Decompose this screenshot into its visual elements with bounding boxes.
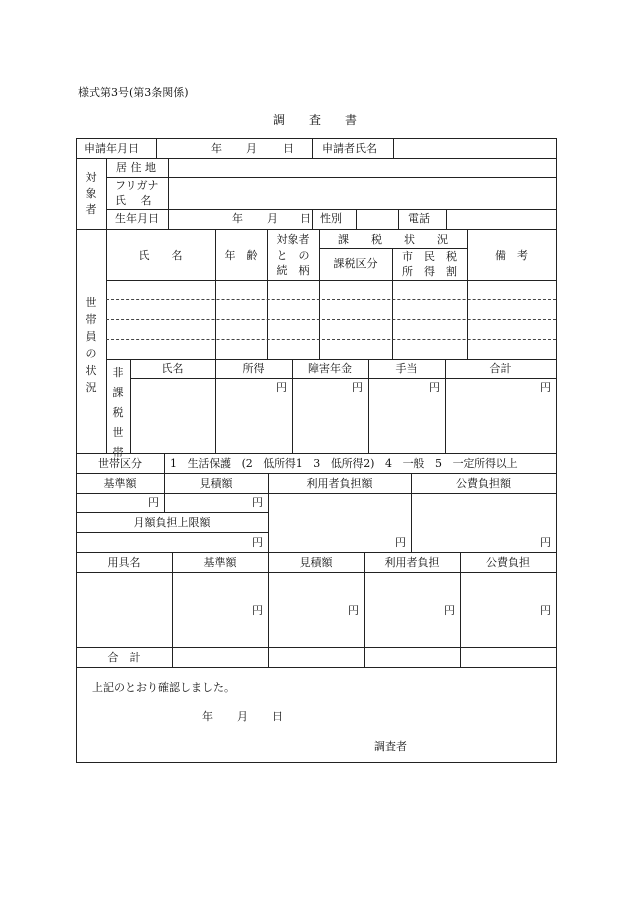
yen-unit: 円: [395, 536, 406, 549]
confirmation-year: 年: [202, 710, 213, 723]
applicant-name-label: 申請者氏名: [322, 142, 377, 155]
furigana-label: フリガナ: [115, 179, 159, 192]
form-number: 様式第3号(第3条関係): [78, 86, 189, 99]
monthly-cap-label: 月額負担上限額: [133, 516, 211, 529]
equipment-estimate-header: 見積額: [299, 556, 333, 569]
yen-unit: 円: [540, 381, 551, 394]
yen-unit: 円: [276, 381, 287, 394]
confirmation-text: 上記のとおり確認しました。: [92, 681, 235, 694]
yen-unit: 円: [429, 381, 440, 394]
application-month: 月: [246, 142, 257, 155]
yen-unit: 円: [352, 381, 363, 394]
yen-unit: 円: [348, 604, 359, 617]
household-label: 世 帯 員 の 状 況: [85, 296, 97, 394]
equipment-name-header: 用具名: [107, 556, 141, 569]
application-year: 年: [211, 142, 222, 155]
name-label: 氏 名: [115, 194, 152, 207]
nontax-total-header: 合計: [489, 362, 512, 375]
sex-label: 性別: [320, 212, 342, 225]
yen-unit: 円: [148, 496, 159, 509]
user-burden-header: 利用者負担額: [306, 477, 373, 490]
birth-year: 年: [232, 212, 243, 225]
nontax-label: 非 課 税 世 帯: [112, 366, 124, 459]
birth-day: 日: [300, 212, 311, 225]
household-age-header: 年 齢: [224, 249, 258, 262]
application-date-label: 申請年月日: [84, 142, 139, 155]
investigator-label: 調査者: [374, 740, 407, 753]
document-title: 調 査 書: [272, 113, 357, 127]
address-label: 居 住 地: [116, 161, 156, 174]
birth-date-label: 生年月日: [115, 212, 159, 225]
equipment-standard-header: 基準額: [203, 556, 237, 569]
public-burden-header: 公費負担額: [456, 477, 511, 490]
equipment-user-header: 利用者負担: [384, 556, 440, 569]
confirmation-day: 日: [272, 710, 283, 723]
equipment-total-label: 合 計: [107, 651, 141, 664]
city-tax-header-2: 所 得 割: [402, 265, 457, 278]
equipment-public-header: 公費負担: [486, 556, 530, 569]
application-day: 日: [283, 142, 294, 155]
tax-status-header: 課 税 状 況: [338, 233, 448, 246]
relation-header-1: 対象者: [276, 233, 310, 246]
yen-unit: 円: [252, 496, 263, 509]
household-class-options: 1 生活保護 (2 低所得1 3 低所得2) 4 一般 5 一定所得以上: [170, 457, 518, 470]
nontax-income-header: 所得: [242, 362, 265, 375]
household-class-label: 世帯区分: [98, 457, 142, 470]
nontax-pension-header: 障害年金: [308, 362, 352, 375]
remarks-header: 備 考: [495, 249, 528, 262]
nontax-allowance-header: 手当: [395, 362, 418, 375]
city-tax-header-1: 市 民 税: [402, 250, 457, 263]
standard-amount-header: 基準額: [103, 477, 137, 490]
phone-label: 電話: [408, 212, 430, 225]
relation-header-2: と の: [276, 249, 310, 262]
yen-unit: 円: [252, 604, 263, 617]
yen-unit: 円: [444, 604, 455, 617]
tax-class-header: 課税区分: [333, 257, 378, 270]
yen-unit: 円: [540, 604, 551, 617]
relation-header-3: 続 柄: [276, 264, 310, 277]
yen-unit: 円: [252, 536, 263, 549]
nontax-name-header: 氏名: [161, 362, 184, 375]
yen-unit: 円: [540, 536, 551, 549]
birth-month: 月: [267, 212, 278, 225]
subject-label: 対 象 者: [85, 171, 97, 216]
household-name-header: 氏 名: [138, 249, 183, 262]
confirmation-month: 月: [237, 710, 248, 723]
estimate-amount-header: 見積額: [199, 477, 233, 490]
